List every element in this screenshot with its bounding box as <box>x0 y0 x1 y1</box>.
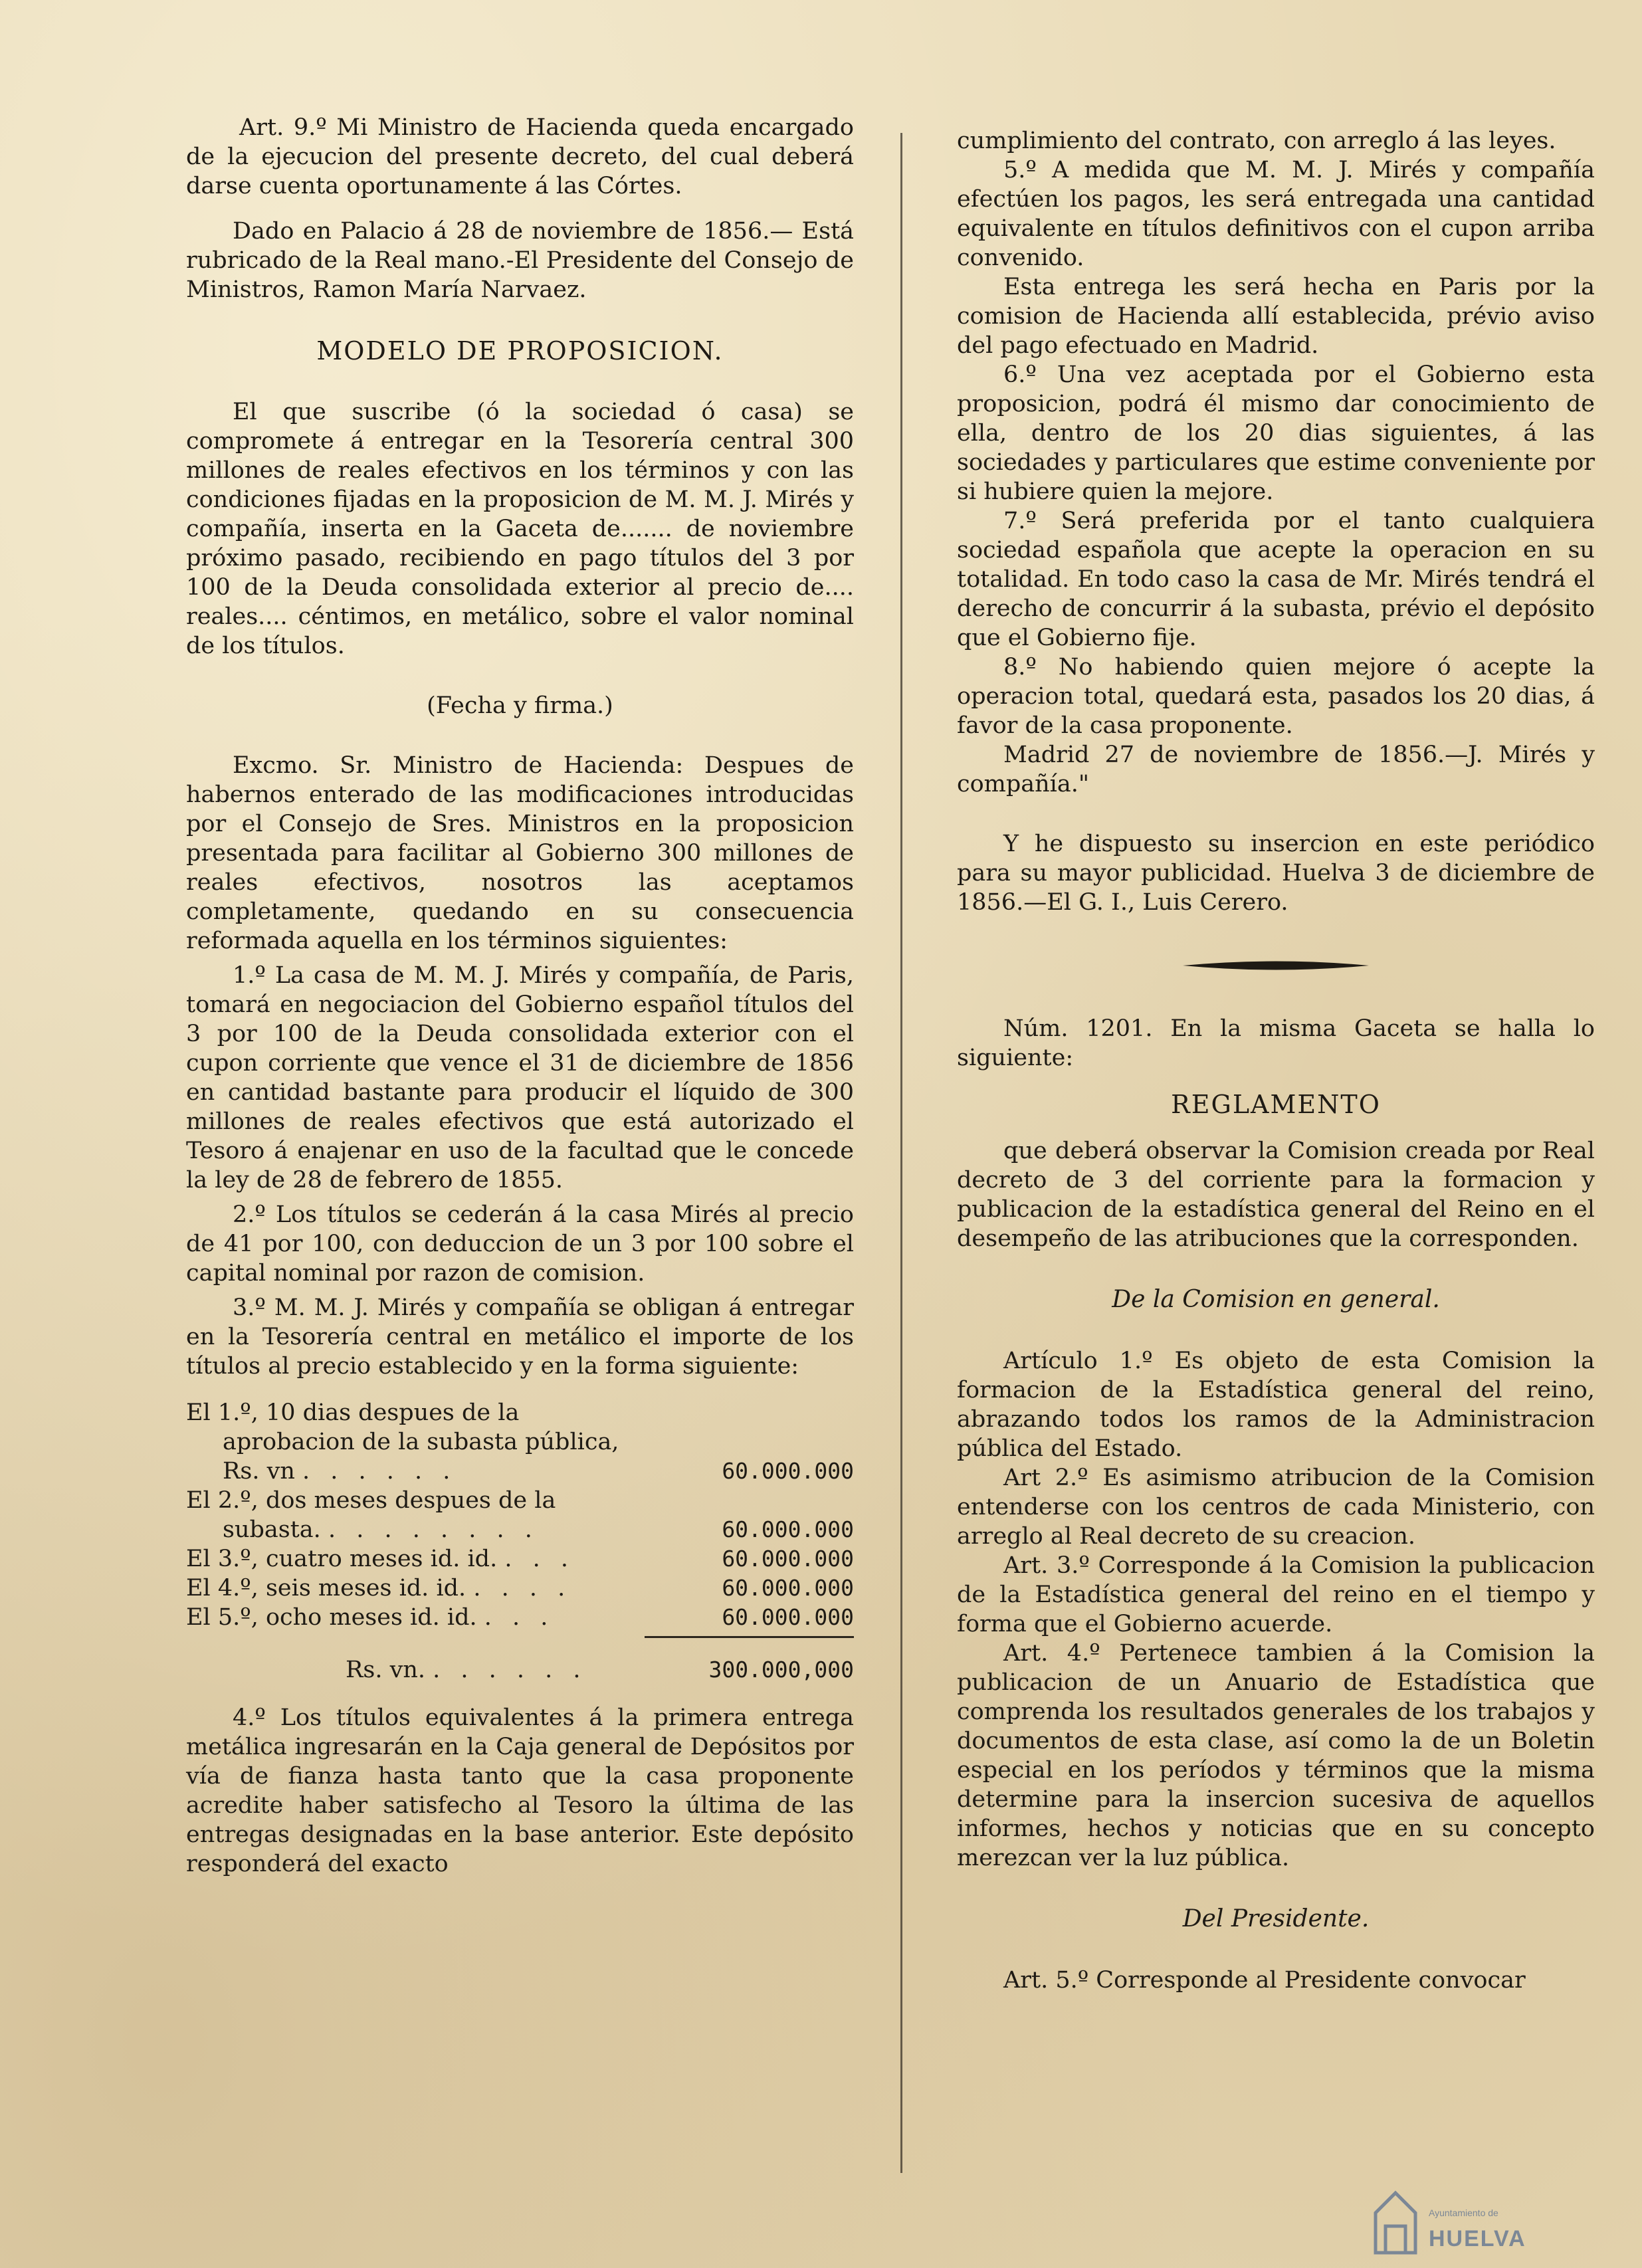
column-divider <box>900 133 902 2173</box>
payment-row: El 5.º, ocho meses id. id. . . . 60.000.000 <box>186 1604 854 1631</box>
svg-text:Ayuntamiento de: Ayuntamiento de <box>1429 2208 1498 2218</box>
article-5: Art. 5.º Corresponde al Presidente convocar <box>1003 1967 1526 1994</box>
clause-4: 4.º Los títulos equivalentes á la primera entrega metálica ingresarán en la Caja general de Depósitos por vía de fianza hasta tanto que la casa proponente acredite haber satisfecho al Tesoro la última de las entregas designadas en la base anterior. Este depósito responderá del exacto <box>186 1704 854 1877</box>
payment-amount: 60.000.000 <box>722 1604 854 1630</box>
article-1: Artículo 1.º Es objeto de esta Comision la formacion de la Estadística general del reino, abrazando todos los ramos de la Administracion pública del Estado. <box>957 1348 1595 1462</box>
item-1201-intro: Núm. 1201. En la misma Gaceta se halla lo siguiente: <box>957 1015 1595 1071</box>
section-commission-general: De la Comision en general. <box>1112 1286 1440 1313</box>
svg-text:HUELVA: HUELVA <box>1429 2226 1526 2251</box>
payment-amount: 60.000.000 <box>722 1516 854 1542</box>
payment-schedule <box>186 1398 854 1685</box>
article-2: Art 2.º Es asimismo atribucion de la Comision entenderse con los centros de cada Ministerio, con arreglo al Real decreto de su creacion. <box>957 1465 1595 1550</box>
insertion-note: Y he dispuesto su insercion en este periódico para su mayor publicidad. Huelva 3 de diciembre de 1856.—El G. I., Luis Cerero. <box>957 831 1595 916</box>
clause-5-delivery: Esta entrega les será hecha en Paris por la comision de Hacienda allí establecida, prévio aviso del pago efectuado en Madrid. <box>957 274 1595 359</box>
payment-amount: 60.000.000 <box>722 1546 854 1572</box>
section-separator-icon <box>1176 957 1376 974</box>
payment-row: aprobacion de la subasta pública, <box>223 1429 619 1455</box>
payment-row: Rs. vn . . . . . . 60.000.000 <box>223 1458 854 1485</box>
clause-4-continued: cumplimiento del contrato, con arreglo á las leyes. <box>957 128 1556 154</box>
right-column <box>957 126 1595 1995</box>
clause-3: 3.º M. M. J. Mirés y compañía se obligan á entregar en la Tesorería central en metálico el importe de los títulos al precio establecido y en la forma siguiente: <box>186 1294 854 1380</box>
sum-rule <box>645 1636 854 1638</box>
clause-2: 2.º Los títulos se cederán á la casa Mirés al precio de 41 por 100, con deduccion de un 3 por 100 sobre el capital nominal por razon de comision. <box>186 1201 854 1287</box>
letter-intro: Excmo. Sr. Ministro de Hacienda: Despues de habernos enterado de las modificaciones introducidas por el Consejo de Sres. Ministros en la proposicion presentada para facilitar al Gobierno 300 millones de reales efectivos, nosotros las aceptamos completamente, quedando en su consecuencia reformada aquella en los términos siguientes: <box>186 752 854 954</box>
payment-row: El 2.º, dos meses despues de la <box>186 1487 556 1514</box>
payment-amount: 60.000.000 <box>722 1575 854 1601</box>
clause-7: 7.º Será preferida por el tanto cualquiera sociedad española que acepte la operacion en su totalidad. En todo caso la casa de Mr. Mirés tendrá el derecho de concurrir á la subasta, prévio el depósito que el Gobierno fije. <box>957 508 1595 651</box>
madrid-signature: Madrid 27 de noviembre de 1856.—J. Mirés y compañía." <box>957 742 1595 797</box>
proposal-text: El que suscribe (ó la sociedad ó casa) se compromete á entregar en la Tesorería central 300 millones de reales efectivos en los términos y con las condiciones fijadas en la proposicion de M. M. J. Mirés y compañía, inserta en la Gaceta de....... de noviembre próximo pasado, recibiendo en pago títulos del 3 por 100 de la Deuda consolidada exterior al precio de.... reales.... céntimos, en metálico, sobre el valor nominal de los títulos. <box>186 399 854 659</box>
clause-6: 6.º Una vez aceptada por el Gobierno esta proposicion, podrá él mismo dar conocimiento de ella, dentro de los 20 dias siguientes, á las sociedades y particulares que estime conveniente por si hubiere quien la mejore. <box>957 361 1595 505</box>
section-president: Del Presidente. <box>1182 1905 1370 1932</box>
decree-signature: Dado en Palacio á 28 de noviembre de 1856.— Está rubricado de la Real mano.-El Presidente del Consejo de Ministros, Ramon María Narvaez. <box>186 218 854 303</box>
clause-8: 8.º No habiendo quien mejore ó acepte la operacion total, quedará esta, pasados los 20 dias, á favor de la casa proponente. <box>957 654 1595 739</box>
payment-row: El 3.º, cuatro meses id. id. . . . 60.000.000 <box>186 1546 854 1572</box>
payment-row: El 4.º, seis meses id. id. . . . . 60.000.000 <box>186 1575 854 1601</box>
article-3: Art. 3.º Corresponde á la Comision la publicacion de la Estadística general del reino en el tiempo y forma que el Gobierno acuerde. <box>957 1552 1595 1637</box>
payment-row: El 1.º, 10 dias despues de la <box>186 1399 520 1426</box>
payment-total: 300.000,000 <box>708 1657 854 1683</box>
article-4: Art. 4.º Pertenece tambien á la Comision la publicacion de un Anuario de Estadística que comprenda los resultados generales de los trabajos y documentos de esta clase, así como la de un Boletin especial en los períodos y términos que la misma determine para la insercion sucesiva de aquellos informes, hechos y noticias que en su concepto merezcan ver la luz pública. <box>957 1640 1595 1871</box>
payment-total-row: Rs. vn. . . . . . . 300.000,000 <box>346 1657 854 1683</box>
clause-1: 1.º La casa de M. M. J. Mirés y compañía, de Paris, tomará en negociacion del Gobierno español títulos del 3 por 100 de la Deuda consolidada exterior con el cupon corriente que vence el 31 de diciembre de 1856 en cantidad bastante para producir el líquido de 300 millones de reales efectivos que está autorizado el Tesoro á enajenar en uso de la facultad que le concede la ley de 28 de febrero de 1855. <box>186 962 854 1193</box>
clause-5: 5.º A medida que M. M. J. Mirés y compañía efectúen los pagos, les será entregada una cantidad equivalente en títulos definitivos con el cupon arriba convenido. <box>957 157 1595 271</box>
article-9: Art. 9.º Mi Ministro de Hacienda queda encargado de la ejecucion del presente decreto, del cual deberá darse cuenta oportunamente á las Córtes. <box>186 114 854 199</box>
model-heading: MODELO DE PROPOSICION. <box>316 336 724 365</box>
huelva-archive-logo <box>1369 2186 1628 2259</box>
payment-row: subasta. . . . . . . . . 60.000.000 <box>223 1516 854 1543</box>
payment-amount: 60.000.000 <box>722 1458 854 1484</box>
date-signature-line: (Fecha y firma.) <box>427 692 613 719</box>
reglamento-heading: REGLAMENTO <box>1171 1090 1381 1119</box>
reglamento-subtitle: que deberá observar la Comision creada por Real decreto de 3 del corriente para la formacion y publicacion de la estadística general del Reino en el desempeño de las atribuciones que la corresponden. <box>957 1138 1595 1252</box>
left-column <box>186 113 854 1879</box>
